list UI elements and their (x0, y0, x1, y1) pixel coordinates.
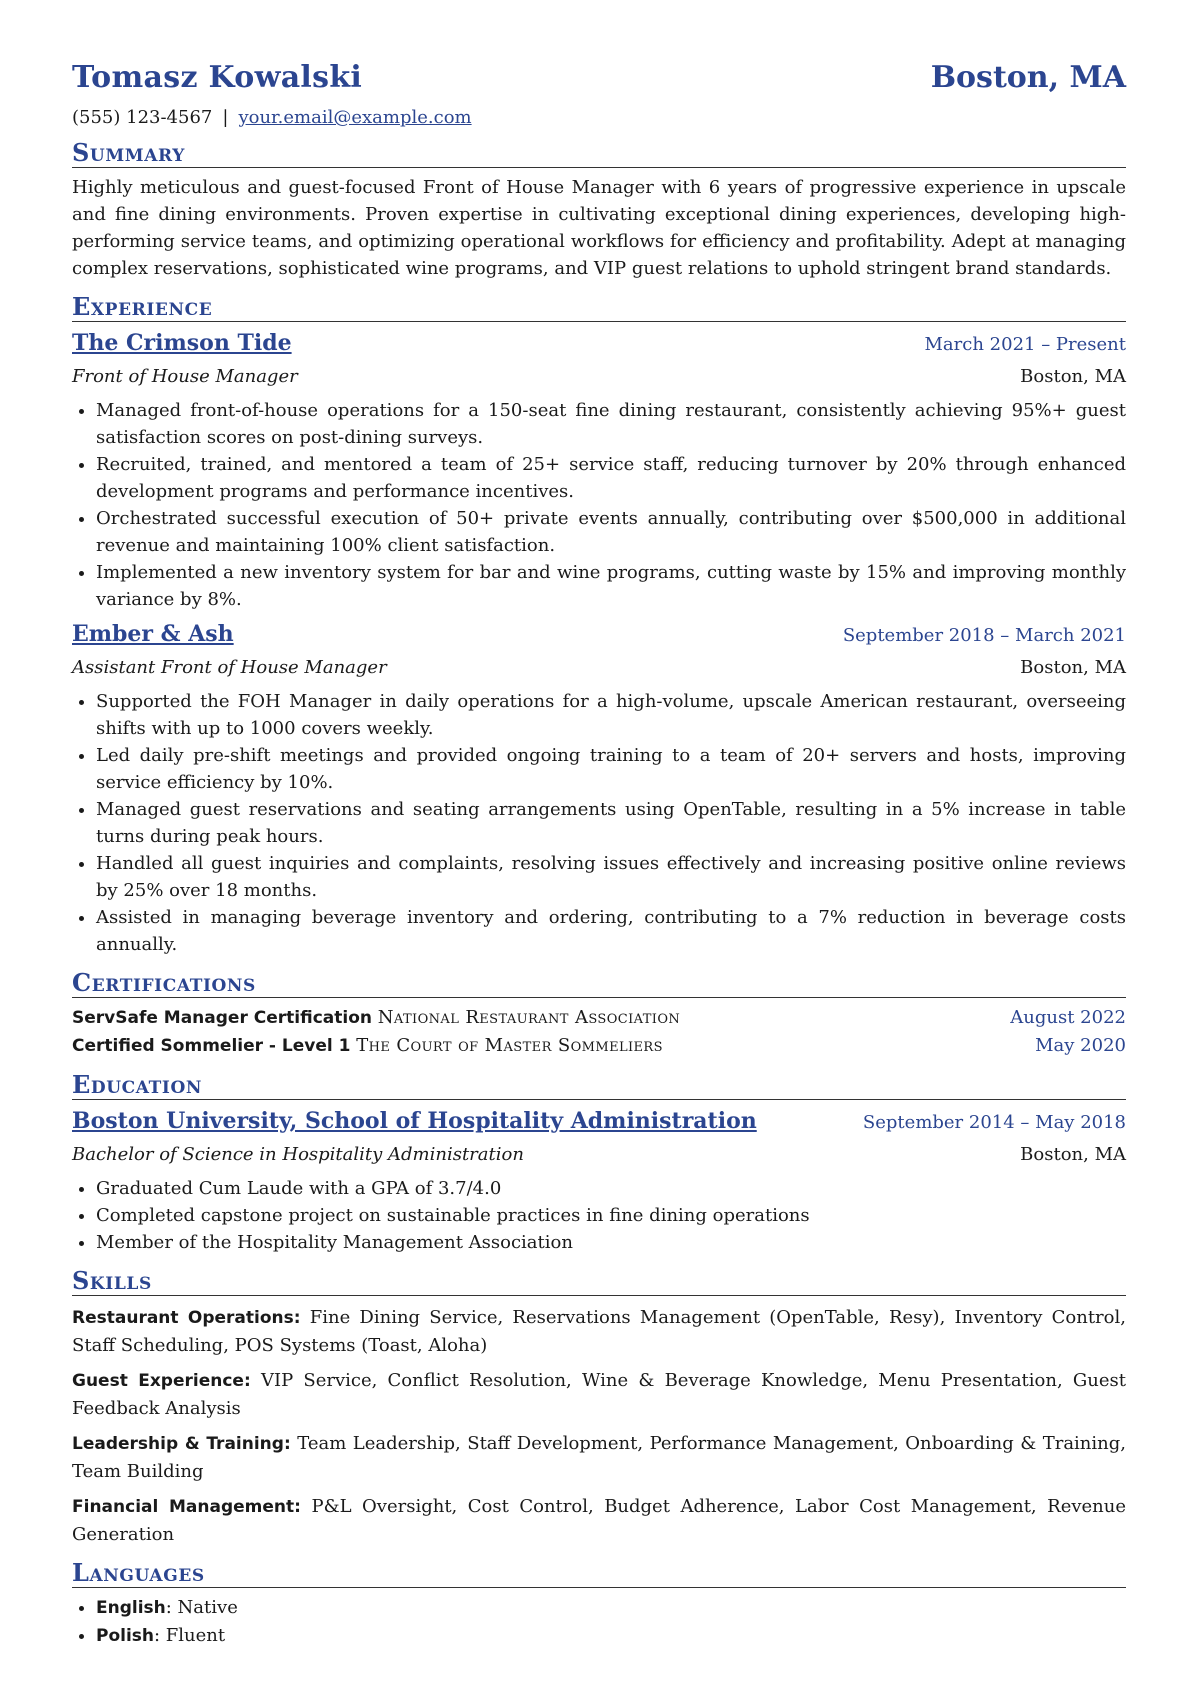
skill-group-items: Team Leadership, Staff Development, Performance Management, Onboarding & Training, Team Building (72, 1433, 1126, 1482)
employer-link[interactable]: Ember & Ash (72, 621, 234, 647)
achievement-item: • Implemented a new inventory system for bar and wine programs, cutting waste by 15% and improving monthly variance by 8%. (96, 559, 1126, 613)
achievement-item: • Handled all guest inquiries and complaints, resolving issues effectively and increasing positive online reviews by 25% over 18 months. (96, 850, 1126, 904)
contact-line (72, 107, 1126, 128)
employment-dates: September 2018 – March 2021 (842, 625, 1126, 646)
education-detail-item: • Graduated Cum Laude with a GPA of 3.7/4.0 (96, 1175, 1126, 1202)
section-title-experience: Experience (72, 294, 1126, 322)
achievement-list (72, 397, 1126, 613)
section-title-languages: Languages (72, 1560, 1126, 1588)
summary-section (72, 140, 1126, 282)
school-link[interactable]: Boston University, School of Hospitality Administration (72, 1108, 757, 1134)
experience-entry (72, 621, 1126, 958)
certification-row (72, 1004, 1126, 1032)
job-title: Front of House Manager (72, 366, 298, 387)
job-location: Boston, MA (1020, 657, 1126, 678)
language-level: : Native (165, 1597, 238, 1618)
skills-section (72, 1268, 1126, 1548)
achievement-item: • Assisted in managing beverage inventory and ordering, contributing to a 7% reduction in beverage costs annually. (96, 904, 1126, 958)
education-detail-item: • Member of the Hospitality Management Association (96, 1229, 1126, 1256)
certifications-section (72, 970, 1126, 1060)
language-item (96, 1622, 1126, 1650)
resume-header (72, 60, 1126, 95)
skill-group-label: Financial Management: (72, 1497, 301, 1517)
contact-separator: | (222, 107, 229, 128)
section-title-certifications: Certifications (72, 970, 1126, 998)
employment-dates: March 2021 – Present (924, 334, 1126, 355)
phone-number: (555) 123-4567 (72, 107, 213, 128)
section-title-skills: Skills (72, 1268, 1126, 1296)
achievement-list (72, 688, 1126, 958)
employer-link[interactable]: The Crimson Tide (72, 330, 292, 356)
skill-group-items: VIP Service, Conflict Resolution, Wine & Beverage Knowledge, Menu Presentation, Guest Feedback Analysis (72, 1370, 1126, 1419)
achievement-item: • Recruited, trained, and mentored a team of 25+ service staff, reducing turnover by 20% through enhanced development programs and performance incentives. (96, 451, 1126, 505)
achievement-item: • Led daily pre-shift meetings and provided ongoing training to a team of 20+ servers and hosts, improving service efficiency by 10%. (96, 742, 1126, 796)
skill-group-label: Restaurant Operations: (72, 1308, 301, 1328)
achievement-item: • Supported the FOH Manager in daily operations for a high-volume, upscale American restaurant, overseeing shifts with up to 1000 covers weekly. (96, 688, 1126, 742)
language-name: English (96, 1598, 166, 1618)
skill-group-label: Guest Experience: (72, 1371, 251, 1391)
email-link[interactable]: your.email@example.com (238, 107, 472, 128)
achievement-item: • Orchestrated successful execution of 50+ private events annually, contributing over $500,000 in additional revenue and maintaining 100% client satisfaction. (96, 505, 1126, 559)
certification-issuer: National Restaurant Association (377, 1007, 681, 1028)
section-title-education: Education (72, 1072, 1126, 1100)
degree-name: Bachelor of Science in Hospitality Administration (72, 1144, 524, 1165)
language-item (96, 1594, 1126, 1622)
achievement-item: • Managed guest reservations and seating arrangements using OpenTable, resulting in a 5% increase in table turns during peak hours. (96, 796, 1126, 850)
resume-content (72, 60, 1126, 1650)
candidate-name: Tomasz Kowalski (72, 60, 363, 95)
experience-section (72, 294, 1126, 958)
skill-group-label: Leadership & Training: (72, 1434, 291, 1454)
job-location: Boston, MA (1020, 366, 1126, 387)
skill-group (72, 1367, 1126, 1422)
language-list (72, 1594, 1126, 1650)
skill-group (72, 1493, 1126, 1548)
certification-date: August 2022 (1010, 1007, 1126, 1028)
section-title-summary: Summary (72, 140, 1126, 168)
certification-name: ServSafe Manager Certification (72, 1008, 372, 1028)
education-details-list (72, 1175, 1126, 1256)
skill-group (72, 1304, 1126, 1359)
certification-name: Certified Sommelier - Level 1 (72, 1036, 351, 1056)
education-detail-item: • Completed capstone project on sustainable practices in fine dining operations (96, 1202, 1126, 1229)
skill-group-items: Fine Dining Service, Reservations Management (OpenTable, Resy), Inventory Control, Staff Scheduling, POS Systems (Toast, Aloha) (72, 1307, 1126, 1356)
candidate-location: Boston, MA (930, 60, 1126, 95)
achievement-item: • Managed front-of-house operations for a 150-seat fine dining restaurant, consistently achieving 95%+ guest satisfaction scores on post-dining surveys. (96, 397, 1126, 451)
languages-section (72, 1560, 1126, 1650)
education-section (72, 1072, 1126, 1256)
job-title: Assistant Front of House Manager (72, 657, 387, 678)
education-dates: September 2014 – May 2018 (862, 1112, 1126, 1133)
certification-issuer: The Court of Master Sommeliers (356, 1035, 663, 1056)
school-location: Boston, MA (1020, 1144, 1126, 1165)
skill-group (72, 1430, 1126, 1485)
certification-row (72, 1032, 1126, 1060)
certification-date: May 2020 (1035, 1035, 1126, 1056)
summary-text: Highly meticulous and guest-focused Front of House Manager with 6 years of progressive experience in upscale and fine dining environments. Proven expertise in cultivating exceptional dining experiences, developing high-performing service teams, and optimizing operational workflows for efficiency and profitability. Adept at managing complex reservations, sophisticated wine programs, and VIP guest relations to uphold stringent brand standards. (72, 177, 1126, 279)
experience-entry (72, 330, 1126, 613)
skill-group-items: P&L Oversight, Cost Control, Budget Adherence, Labor Cost Management, Revenue Generation (72, 1496, 1127, 1545)
language-level: : Fluent (154, 1625, 226, 1646)
education-entry (72, 1108, 1126, 1256)
language-name: Polish (96, 1626, 155, 1646)
